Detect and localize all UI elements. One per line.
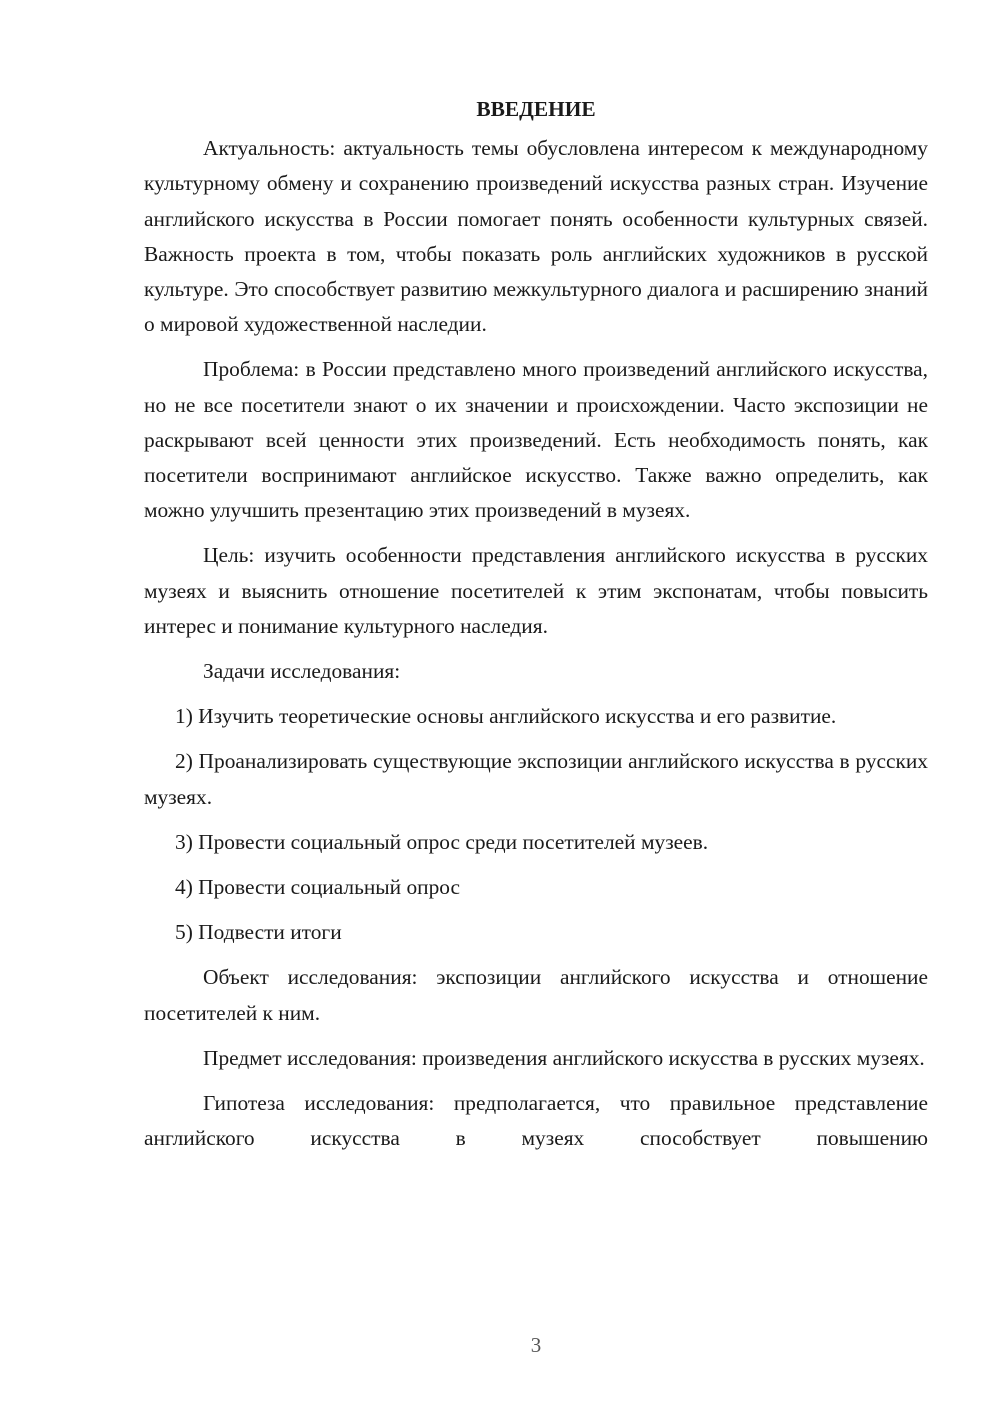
task-item-1: 1) Изучить теоретические основы английского искусства и его развитие. — [175, 704, 837, 729]
task-item-4: 4) Провести социальный опрос — [175, 875, 461, 900]
task-item-5: 5) Подвести итоги — [175, 920, 342, 945]
paragraph-subject: Предмет исследования: произведения английского искусства в русских музеях. — [203, 1045, 925, 1070]
task-item-2: 2) Проанализировать существующие экспозиции английского искусства в русских музеях. — [144, 749, 928, 809]
paragraph-problem: Проблема: в России представлено много произведений английского искусства, но не все посетители знают о их значении и происхождении. Часто экспозиции не раскрывают всей ценности этих произведений. Есть необходимость понять, как посетители воспринимают английское искусство. Также важно определить, как можно улучшить презентацию этих произведений в музеях. — [144, 357, 928, 523]
page-number: 3 — [530, 1333, 542, 1357]
paragraph-relevance: Актуальность: актуальность темы обусловлена интересом к международному культурному обмену и сохранению произведений искусства разных стран. Изучение английского искусства в России помогает понять особенности культурных связей. Важность проекта в том, чтобы показать роль английских художников в русской культуре. Это способствует развитию межкультурного диалога и расширению знаний о мировой художественной наследии. — [144, 136, 928, 337]
task-item-3: 3) Провести социальный опрос среди посетителей музеев. — [175, 829, 709, 854]
paragraph-goal: Цель: изучить особенности представления английского искусства в русских музеях и выяснить отношение посетителей к этим экспонатам, чтобы повысить интерес и понимание культурного наследия. — [144, 543, 928, 638]
paragraph-object: Объект исследования: экспозиции английского искусства и отношение посетителей к ним. — [144, 965, 928, 1025]
page-title: ВВЕДЕНИЕ — [476, 97, 596, 121]
document-page — [144, 92, 928, 1166]
tasks-heading: Задачи исследования: — [203, 659, 401, 684]
paragraph-hypothesis: Гипотеза исследования: предполагается, что правильное представление английского искусства в музеях способствует повышению — [144, 1091, 928, 1151]
